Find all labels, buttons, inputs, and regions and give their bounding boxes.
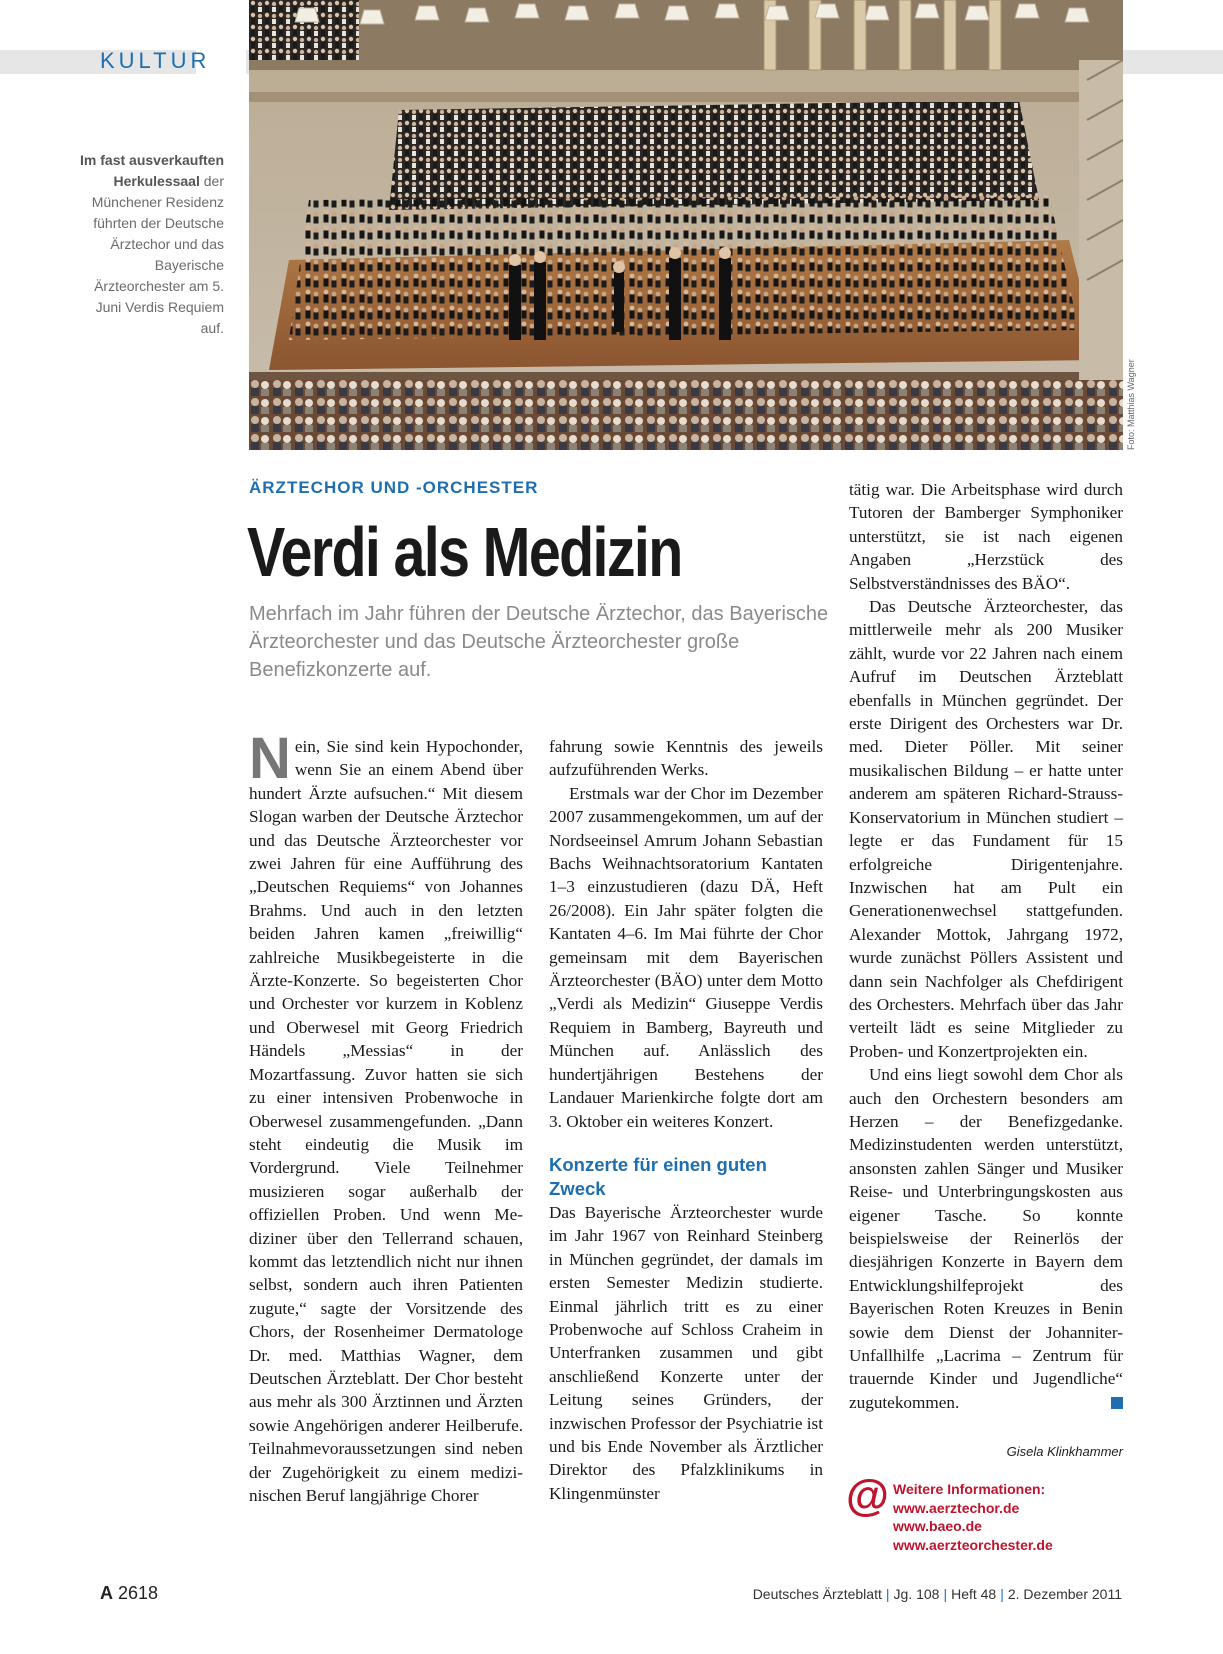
- paragraph: Erstmals war der Chor im Dezember 2007 zusammengekommen, um auf der Nordseeinsel Amrum Johann Sebastian Bachs Weihnachtsoratorium Kantaten 1–3 einzustudieren (dazu DÄ, Heft 26/2008). Ein Jahr später folgten die Kantaten 4–6. Im Mai führte der Chor gemeinsam mit dem Bayerischen Ärzteorchester (BÄO) unter dem Motto „Verdi als Medizin“ Giuseppe Verdis Requiem in Bamberg, Bayreuth und München auf. Anlässlich des hundertjährigen Bestehens der Landauer Marienkirche folgte dort am 3. Oktober ein weiteres Konzert.: [549, 783, 823, 1131]
- separator: |: [943, 1586, 948, 1602]
- paragraph: [849, 1063, 1123, 1414]
- article-subhead: Konzerte für einen guten Zweck: [549, 1153, 767, 1199]
- info-link-aerztechor[interactable]: www.aerztechor.de: [893, 1499, 1020, 1516]
- drop-cap: N: [249, 726, 291, 791]
- article-column-3: [849, 478, 1123, 1414]
- paragraph-text: ein, Sie sind kein Hypochonder, wenn Sie an einem Abend über hundert Ärzte aufsuchen.“ Mit diesem Slogan warben der Deutsche Ärztechor und das Deutsche Ärzteorchester vor zwei Jahren für eine Aufführung des „Deutschen Requiems“ von Johannes Brahms. Und auch in den letzten beiden Jahren kamen „freiwillig“ zahlreiche Musikbegeisterte in die Ärzte-Konzerte. So begeisterten Chor und Orchester vor kurzem in Koblenz und Oberwesel mit Georg Friedrich Händels „Messias“ in der Mozartfassung. Zuvor hatten sie sich zu einer intensiven Probenwoche in Oberwesel zusammengefunden. „Dann steht eindeutig die Musik im Vordergrund. Viele Teilnehmer musizieren sogar außerhalb der offiziellen Proben. Und wenn Mediziner über den Tellerrand schauen, kommt das letztendlich nicht nur ihnen selbst, sondern auch ihren Patienten zugute,“ sagte der Vorsitzende des Chors, der Rosenheimer Dermatologe Dr. med. Matthias Wagner, dem Deutschen Ärzteblatt. Der Chor besteht aus mehr als 300 Ärztinnen und Ärzten sowie Angehörigen anderer Heilberufe. Teilnahmevoraussetzungen sind neben der Zugehörigkeit zu einem medizinischen Beruf langjährige Chorer: [249, 737, 523, 1505]
- article-headline: Verdi als Medizin: [247, 513, 682, 591]
- article-column-1: [249, 726, 523, 1507]
- paragraph: fahrung sowie Kenntnis des jeweils aufzuführenden Werks.: [549, 737, 823, 780]
- paragraph: Das Bayerische Ärzteorchester wurde im Jahr 1967 von Reinhard Steinberg in München gegründet, der damals im ersten Semester Medizin studierte. Einmal jährlich tritt es zu einer Probenwoche auf Schloss Craheim in Unterfranken zusammen und gibt anschließend Konzerte unter der Leitung seines Gründers, der inzwischen Professor der Psychiatrie ist und bis Ende November als Ärztlicher Direktor des Pfalzklinikums in Klingenmünster: [549, 1202, 823, 1503]
- photo-caption: [80, 150, 224, 339]
- separator: |: [1000, 1586, 1004, 1602]
- article-column-2: [549, 735, 823, 1505]
- article-deck: Mehrfach im Jahr führen der Deutsche Ärztechor, das Bayerische Ärzteorchester und das Deutsche Ärzteorchester große Benefizkonzerte auf.: [249, 603, 829, 681]
- journal-volume: Jg. 108: [893, 1586, 940, 1602]
- separator: |: [885, 1586, 890, 1602]
- section-label: KULTUR: [100, 48, 211, 73]
- page-number: [100, 1583, 158, 1604]
- paragraph-text: Und eins liegt sowohl dem Chor als auch den Orchestern besonders am Herzen – der Benefizgedanke. Medizinstudenten werden unterstützt, ansonsten zahlen Sänger und Musiker Reise- und Unterbringungskosten aus eigener Tasche. So konnte beispielsweise der Reinerlös der diesjährigen Konzerte in Bayern dem Entwicklungshilfeprojekt des Bayerischen Roten Kreuzes in Benin sowie dem Dienst der Johanniter-Unfallhilfe „Lacrima – Zentrum für trauernde Kinder und Jugendliche“ zugutekommen.: [849, 1065, 1123, 1412]
- article-kicker: ÄRZTECHOR UND -ORCHESTER: [249, 478, 539, 497]
- page-prefix: A: [100, 1583, 113, 1603]
- at-sign-icon: @: [846, 1471, 889, 1520]
- paragraph: Das Deutsche Ärzteorchester, das mittlerweile mehr als 200 Musiker zählt, wurde vor 22 Jahren nach einem Aufruf im Deutschen Ärzteblatt ebenfalls in München gegründet. Der erste Dirigent des Orchesters war Dr. med. Dieter Pöller. Mit seiner musikalischen Bildung – er hatte unter anderem am späteren Richard-Strauss-Konservatorium in München studiert – legte er das Fundament für 15 erfolgreiche Dirigentenjahre. Inzwischen hat am Pult ein Generationenwechsel stattgefunden. Alexander Mottok, Jahrgang 1972, wurde zunächst Pöllers Assistent und dann sein Nachfolger als Chefdirigent des Orchesters. Mehrfach über das Jahr verteilt lädt es seine Mitglieder zu Proben- und Konzertprojekten ein.: [849, 597, 1123, 1061]
- info-box: [893, 1480, 1053, 1554]
- info-link-aerzteorchester[interactable]: www.aerzteorchester.de: [893, 1536, 1053, 1553]
- author-byline: Gisela Klinkhammer: [1006, 1444, 1123, 1459]
- photo-credit: Foto: Matthias Wagner: [1126, 359, 1136, 450]
- journal-name: Deutsches Ärzteblatt: [752, 1586, 882, 1602]
- journal-date: 2. Dezember 2011: [1007, 1586, 1122, 1602]
- caption-bold: Im fast ausverkauften Herkulessaal: [80, 152, 224, 189]
- journal-issue: Heft 48: [951, 1586, 997, 1602]
- paragraph: [249, 726, 523, 1507]
- concert-hall-illustration: [249, 0, 1123, 450]
- paragraph: tätig war. Die Arbeitsphase wird durch Tutoren der Bamberger Symphoniker unterstützt, sie ist nach eigenen Angaben „Herzstück des Selbstverständnisses des BÄO“.: [849, 480, 1123, 593]
- page-number-value: 2618: [118, 1583, 159, 1603]
- caption-text: der Münchener Residenz führten der Deutsche Ärztechor und das Bayerische Ärzteorchester am 5. Juni Verdis Requiem auf.: [91, 173, 224, 336]
- info-link-baeo[interactable]: www.baeo.de: [893, 1518, 982, 1534]
- concert-photo: [249, 0, 1123, 450]
- info-title: Weitere Informationen:: [893, 1481, 1046, 1497]
- footer-journal-info: [753, 1586, 1122, 1602]
- end-mark-icon: [1111, 1397, 1123, 1409]
